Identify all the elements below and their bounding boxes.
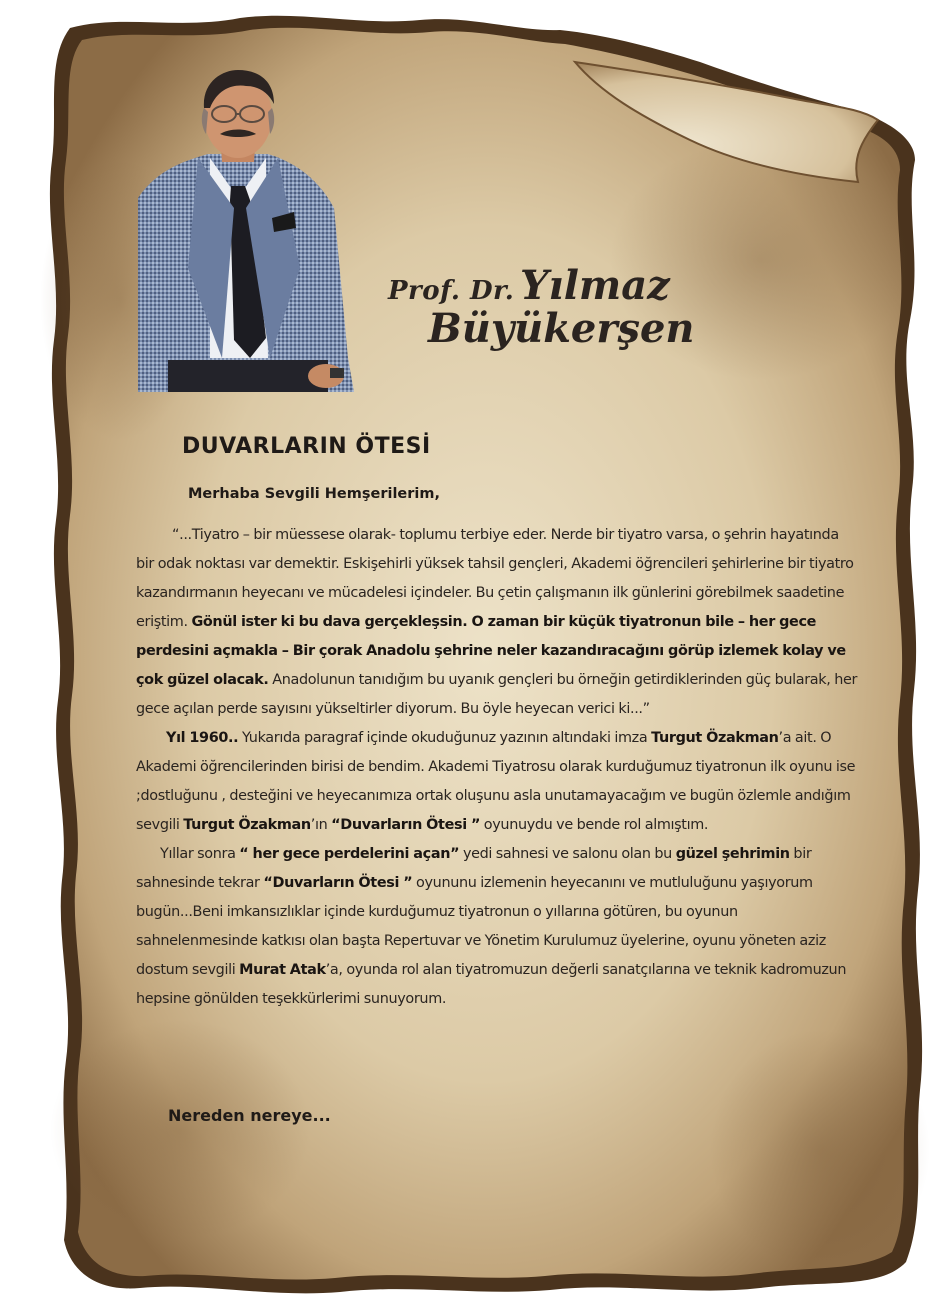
text-segment: Yukarıda paragraf içinde okuduğunuz yazının altındaki imza [238,730,652,746]
author-portrait-image [138,68,354,392]
closing-line: Nereden nereye... [168,1106,331,1125]
text-segment: oyunuydu ve bende rol almıştım. [480,817,709,833]
text-segment: ’ın [310,817,332,833]
text-segment-bold: “Duvarların Ötesi ” [263,875,413,891]
author-photo [138,68,354,392]
paragraph [136,724,858,840]
text-segment: ’a ait. O Akademi öğrencilerinden birisi de bendim. Akademi Tiyatrosu olarak kurduğumuz tiyatronun ilk oyunu ise ;dostluğunu , desteğini ve heyecanımıza ortak oluşunu asla unutamayacağım ve bugün özlemle andığım sevgili [136,730,856,833]
author-prefix: Prof. Dr. [388,276,515,306]
text-segment: yedi sahnesi ve salonu olan bu [459,846,676,862]
greeting: Merhaba Sevgili Hemşerilerim, [188,486,441,502]
text-segment-bold: Turgut Özakman [183,817,311,833]
text-segment-bold: Murat Atak [239,962,326,978]
text-segment-bold: güzel şehrimin [675,846,790,862]
paragraph [136,521,858,724]
paragraph [136,840,858,1014]
author-first-name: Yılmaz [519,262,670,309]
document-title: DUVARLARIN ÖTESİ [182,434,431,459]
text-segment: ’a, oyunda rol alan tiyatromuzun değerli sanatçılarına ve teknik kadromuzun hepsine gönülden teşekkürlerimi sunuyorum. [136,962,847,1007]
letter-body [136,521,858,1014]
text-segment: “...Tiyatro – bir müessese olarak- toplumu terbiye eder. Nerde bir tiyatro varsa, o şehrin hayatında bir odak noktası var demektir. Eskişehirli yüksek tahsil gençleri, Akademi öğrencileri şehirlerine bir tiyatro kazandırmanın heyecanı ve mücadelesi içindeler. Bu çetin çalışmanın ilk günlerini görebilmek saadetine eriştim. [136,527,854,630]
text-segment-bold: Gönül ister ki bu dava gerçekleşsin. O zaman bir küçük tiyatronun bile – her gece perdesini açmakla – Bir çorak Anadolu şehrine neler kazandıracağını görüp izlemek kolay ve çok güzel olacak. [136,614,846,688]
text-segment: Yıllar sonra [160,846,240,862]
text-segment-bold: Turgut Özakman [651,730,779,746]
author-last-name: Büyükerşen [428,305,695,352]
text-segment: oyununu izlemenin heyecanını ve mutluluğunu yaşıyorum bugün...Beni imkansızlıklar içinde kurduğumuz tiyatronun o yıllarına götüren, bu oyunun sahnelenmesinde katkısı olan başta Repertuvar ve Yönetim Kurulumuz üyelerine, oyunu yöneten aziz dostum sevgili [136,875,826,978]
text-segment-bold: Yıl 1960.. [166,730,239,746]
text-segment-bold: “ her gece perdelerini açan” [239,846,460,862]
text-segment: Anadolunun tanıdığım bu uyanık gençleri bu örneğin getirdiklerinden güç bularak, her gece açılan perde sayısını yükseltirler diyorum. Bu öyle heyecan verici ki...” [136,672,858,717]
author-name [388,262,695,352]
text-segment-bold: “Duvarların Ötesi ” [331,817,481,833]
text-segment: bir sahnesinde tekrar [136,846,812,891]
